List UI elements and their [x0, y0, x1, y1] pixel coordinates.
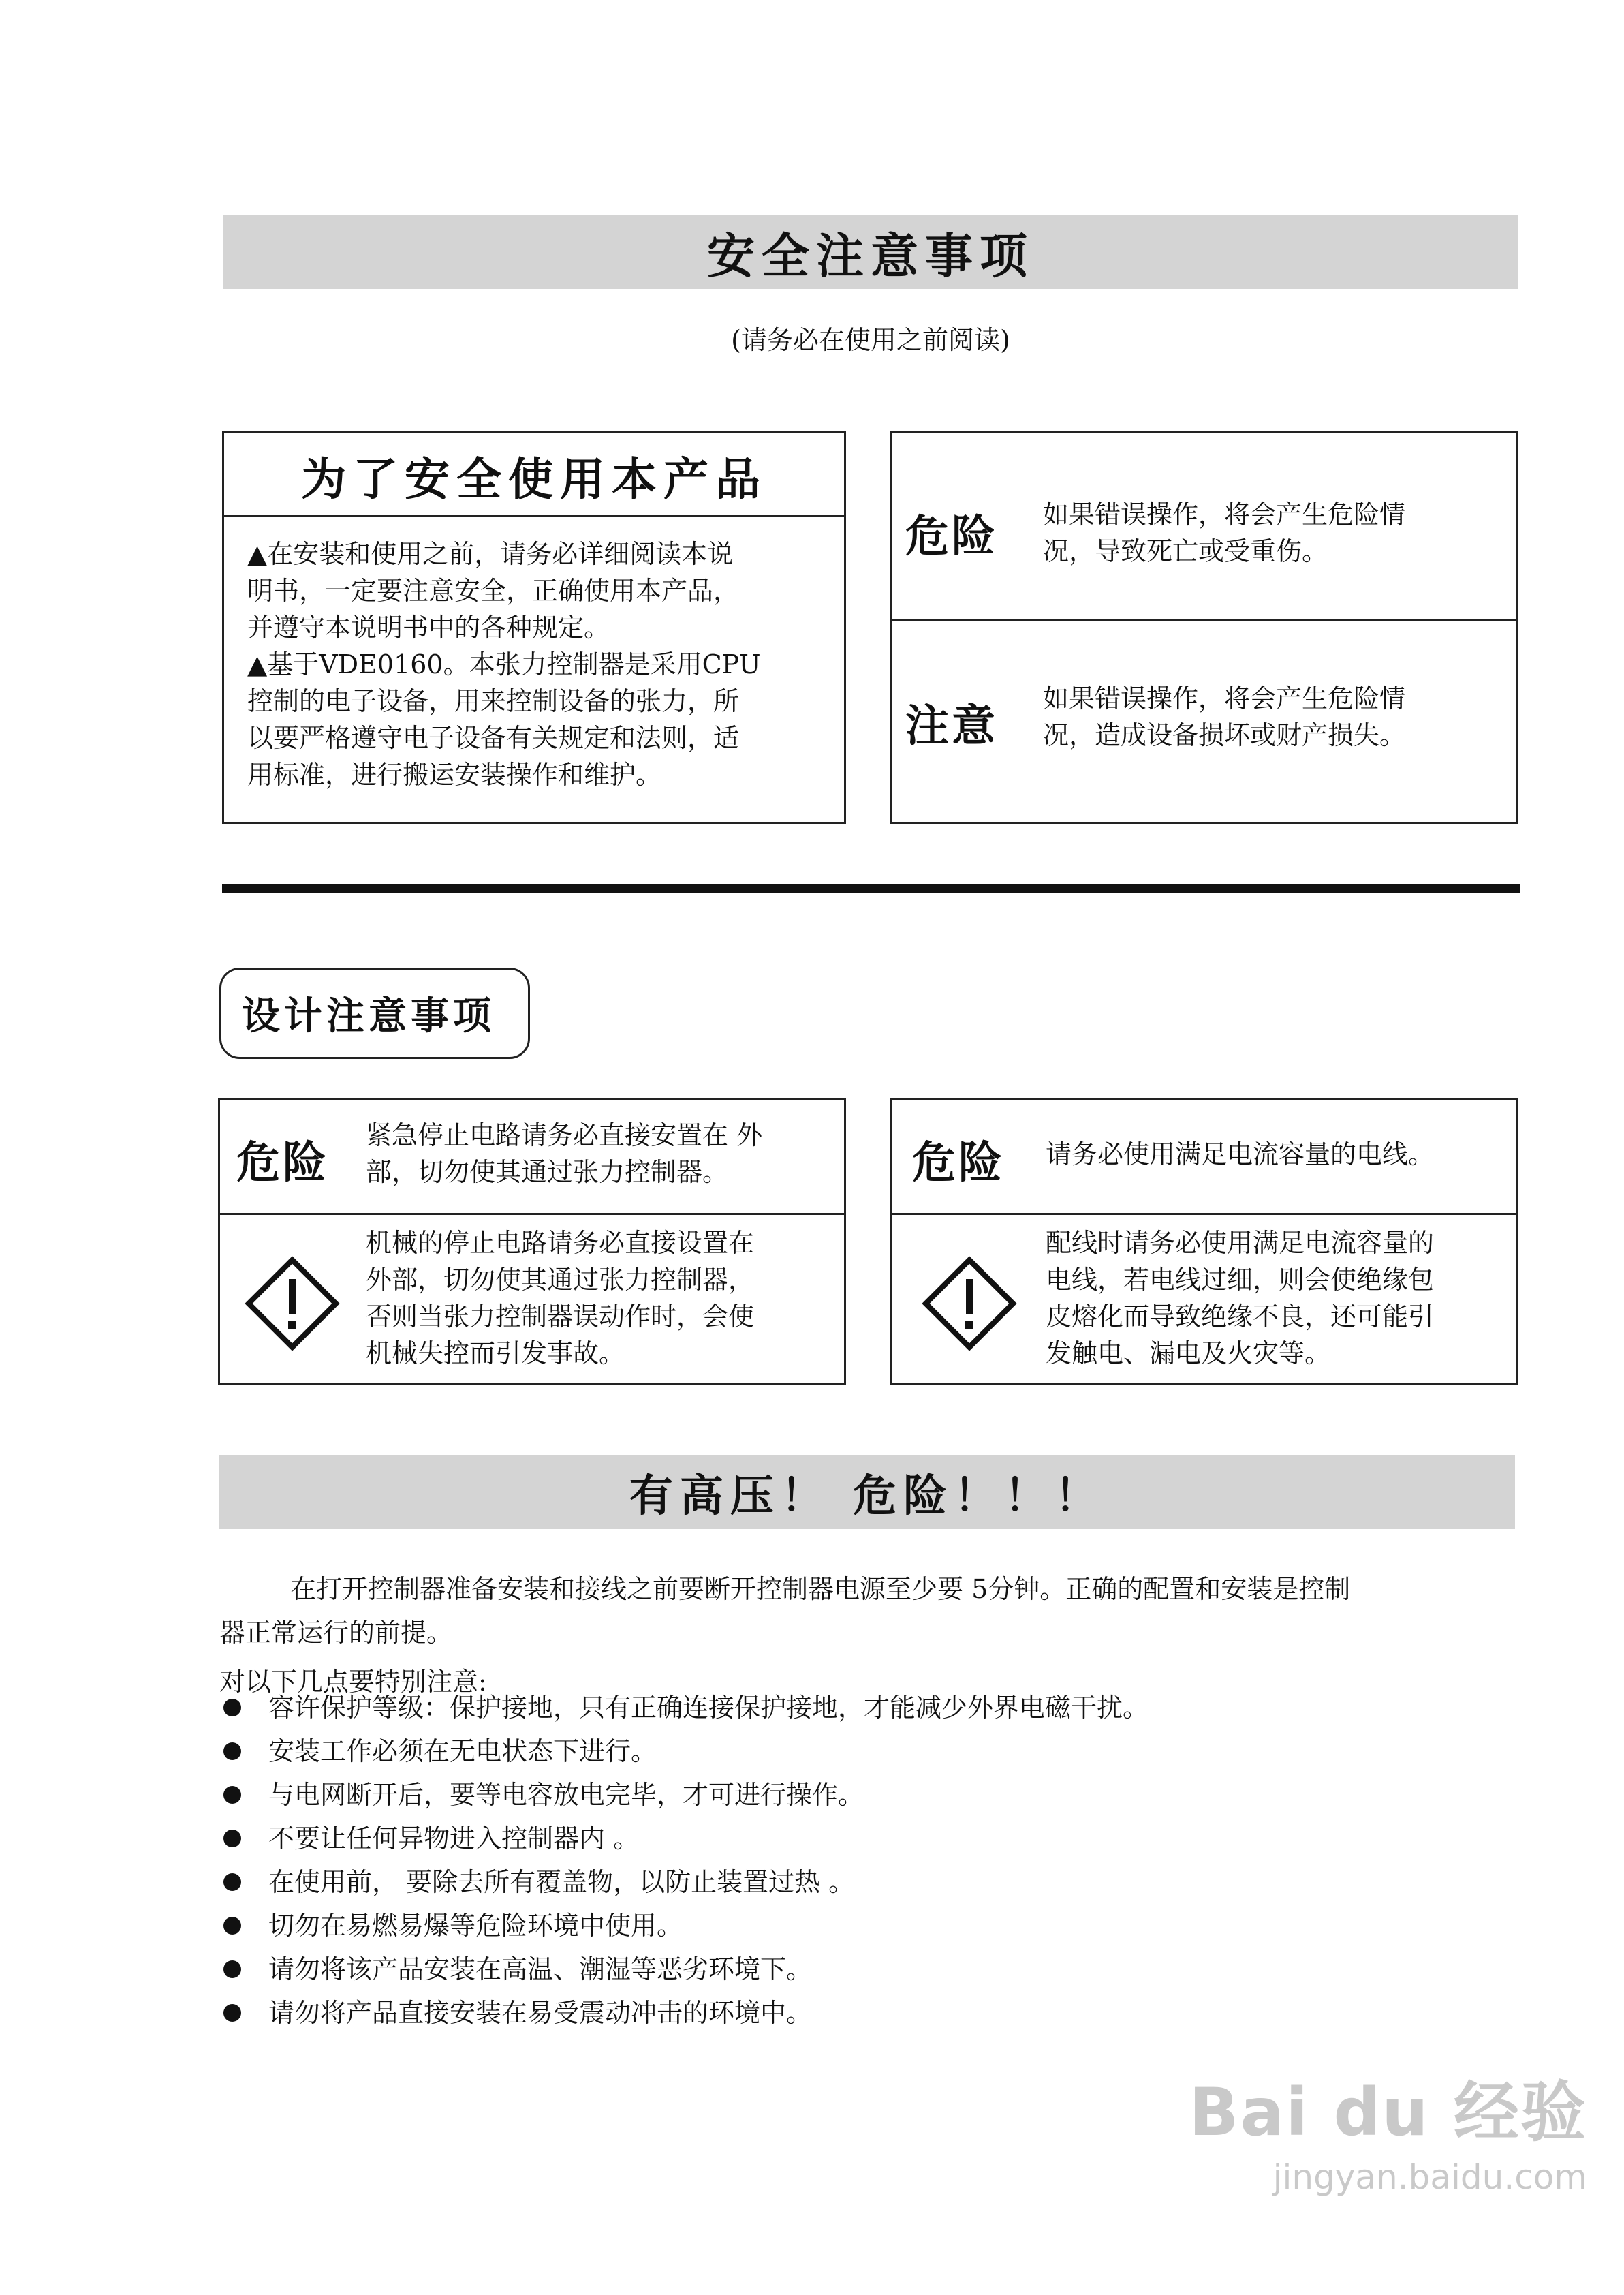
- divider: [892, 1213, 1516, 1215]
- page-title-bar: [223, 215, 1518, 289]
- text-line: 以要严格遵守电子设备有关规定和法则，适: [247, 723, 740, 753]
- text-line: 皮熔化而导致绝缘不良，还可能引: [1046, 1301, 1435, 1331]
- text-line: 如果错误操作，将会产生危险情: [1043, 499, 1406, 529]
- design-left-box: [218, 1098, 846, 1385]
- design-title: 设计注意事项: [242, 994, 495, 1038]
- text-line: 部，切勿使其通过张力控制器。: [366, 1157, 729, 1187]
- section-separator: [222, 884, 1520, 893]
- text-line: 明书，一定要注意安全，正确使用本产品，: [247, 576, 740, 606]
- legend-caution-label: 注意: [905, 701, 998, 752]
- list-item: 在使用前， 要除去所有覆盖物，以防止装置过热 。: [219, 1860, 1518, 1904]
- legend-danger-text: [1043, 496, 1506, 570]
- high-voltage-intro: [219, 1567, 1518, 1704]
- list-item: 请勿将产品直接安装在易受震动冲击的环境中。: [219, 1991, 1518, 2035]
- page-subtitle: (请务必在使用之前阅读): [731, 325, 1010, 355]
- list-item: 不要让任何异物进入控制器内 。: [219, 1817, 1518, 1860]
- design-right-caution-text: [1046, 1224, 1509, 1372]
- list-item: 请勿将该产品安装在高温、潮湿等恶劣环境下。: [219, 1947, 1518, 1991]
- text-line: 并遵守本说明书中的各种规定。: [247, 613, 610, 643]
- list-item: 安装工作必须在无电状态下进行。: [219, 1729, 1518, 1773]
- text-line: 外部，切勿使其通过张力控制器，: [366, 1265, 755, 1295]
- text-line: 机械的停止电路请务必直接设置在: [366, 1228, 755, 1258]
- text-line: 否则当张力控制器误动作时，会使: [366, 1301, 755, 1331]
- precaution-list: [219, 1686, 1518, 2035]
- text-line: ▲基于VDE0160。本张力控制器是采用CPU: [247, 649, 761, 679]
- watermark-url: jingyan.baidu.com: [1272, 2157, 1587, 2197]
- design-right-box: [890, 1098, 1518, 1385]
- high-voltage-bar: [219, 1455, 1515, 1529]
- watermark-brand: Bai du 经验: [1189, 2074, 1587, 2151]
- text-line: 况，造成设备损坏或财产损失。: [1043, 720, 1406, 750]
- warning-exclamation-icon: [245, 1256, 340, 1351]
- warning-exclamation-icon: [922, 1256, 1017, 1351]
- text-line: 请务必使用满足电流容量的电线。: [1046, 1139, 1435, 1169]
- design-right-danger-text: [1046, 1136, 1509, 1173]
- design-right-danger-label: 危险: [912, 1138, 1005, 1188]
- high-voltage-title: 有高压！ 危险！！！: [629, 1471, 1106, 1522]
- list-item: 容许保护等级：保护接地，只有正确连接保护接地，才能减少外界电磁干扰。: [219, 1686, 1518, 1729]
- divider: [892, 619, 1516, 621]
- intro-lead: 对以下几点要特别注意:: [219, 1667, 487, 1697]
- safe-use-box: [222, 431, 846, 824]
- safe-use-text: [247, 536, 833, 793]
- text-line: 紧急停止电路请务必直接安置在 外: [366, 1120, 763, 1150]
- design-title-box: [219, 968, 530, 1059]
- watermark: [1151, 2071, 1587, 2201]
- text-line: 况，导致死亡或受重伤。: [1043, 536, 1328, 566]
- text-line: 电线，若电线过细，则会使绝缘包: [1046, 1265, 1435, 1295]
- text-line: 配线时请务必使用满足电流容量的: [1046, 1228, 1435, 1258]
- text-line: 发触电、漏电及火灾等。: [1046, 1338, 1331, 1368]
- text-line: ▲在安装和使用之前，请务必详细阅读本说: [247, 539, 734, 569]
- page-title: 安全注意事项: [707, 228, 1034, 284]
- text-line: 如果错误操作，将会产生危险情: [1043, 683, 1406, 713]
- safe-use-title: 为了安全使用本产品: [301, 452, 767, 506]
- legend-box: [890, 431, 1518, 824]
- divider: [220, 1213, 844, 1215]
- design-left-caution-text: [366, 1224, 836, 1372]
- list-item: 与电网断开后，要等电容放电完毕，才可进行操作。: [219, 1773, 1518, 1817]
- design-left-danger-text: [366, 1117, 836, 1190]
- legend-danger-label: 危险: [905, 512, 998, 562]
- list-item: 切勿在易燃易爆等危险环境中使用。: [219, 1904, 1518, 1947]
- intro-line: 在打开控制器准备安装和接线之前要断开控制器电源至少要 5分钟。正确的配置和安装是控制: [290, 1574, 1351, 1604]
- design-left-danger-label: 危险: [236, 1138, 329, 1188]
- text-line: 机械失控而引发事故。: [366, 1338, 625, 1368]
- legend-caution-text: [1043, 680, 1506, 754]
- intro-line: 器正常运行的前提。: [219, 1618, 453, 1648]
- divider: [224, 515, 844, 517]
- text-line: 用标准，进行搬运安装操作和维护。: [247, 760, 662, 790]
- text-line: 控制的电子设备，用来控制设备的张力，所: [247, 686, 740, 716]
